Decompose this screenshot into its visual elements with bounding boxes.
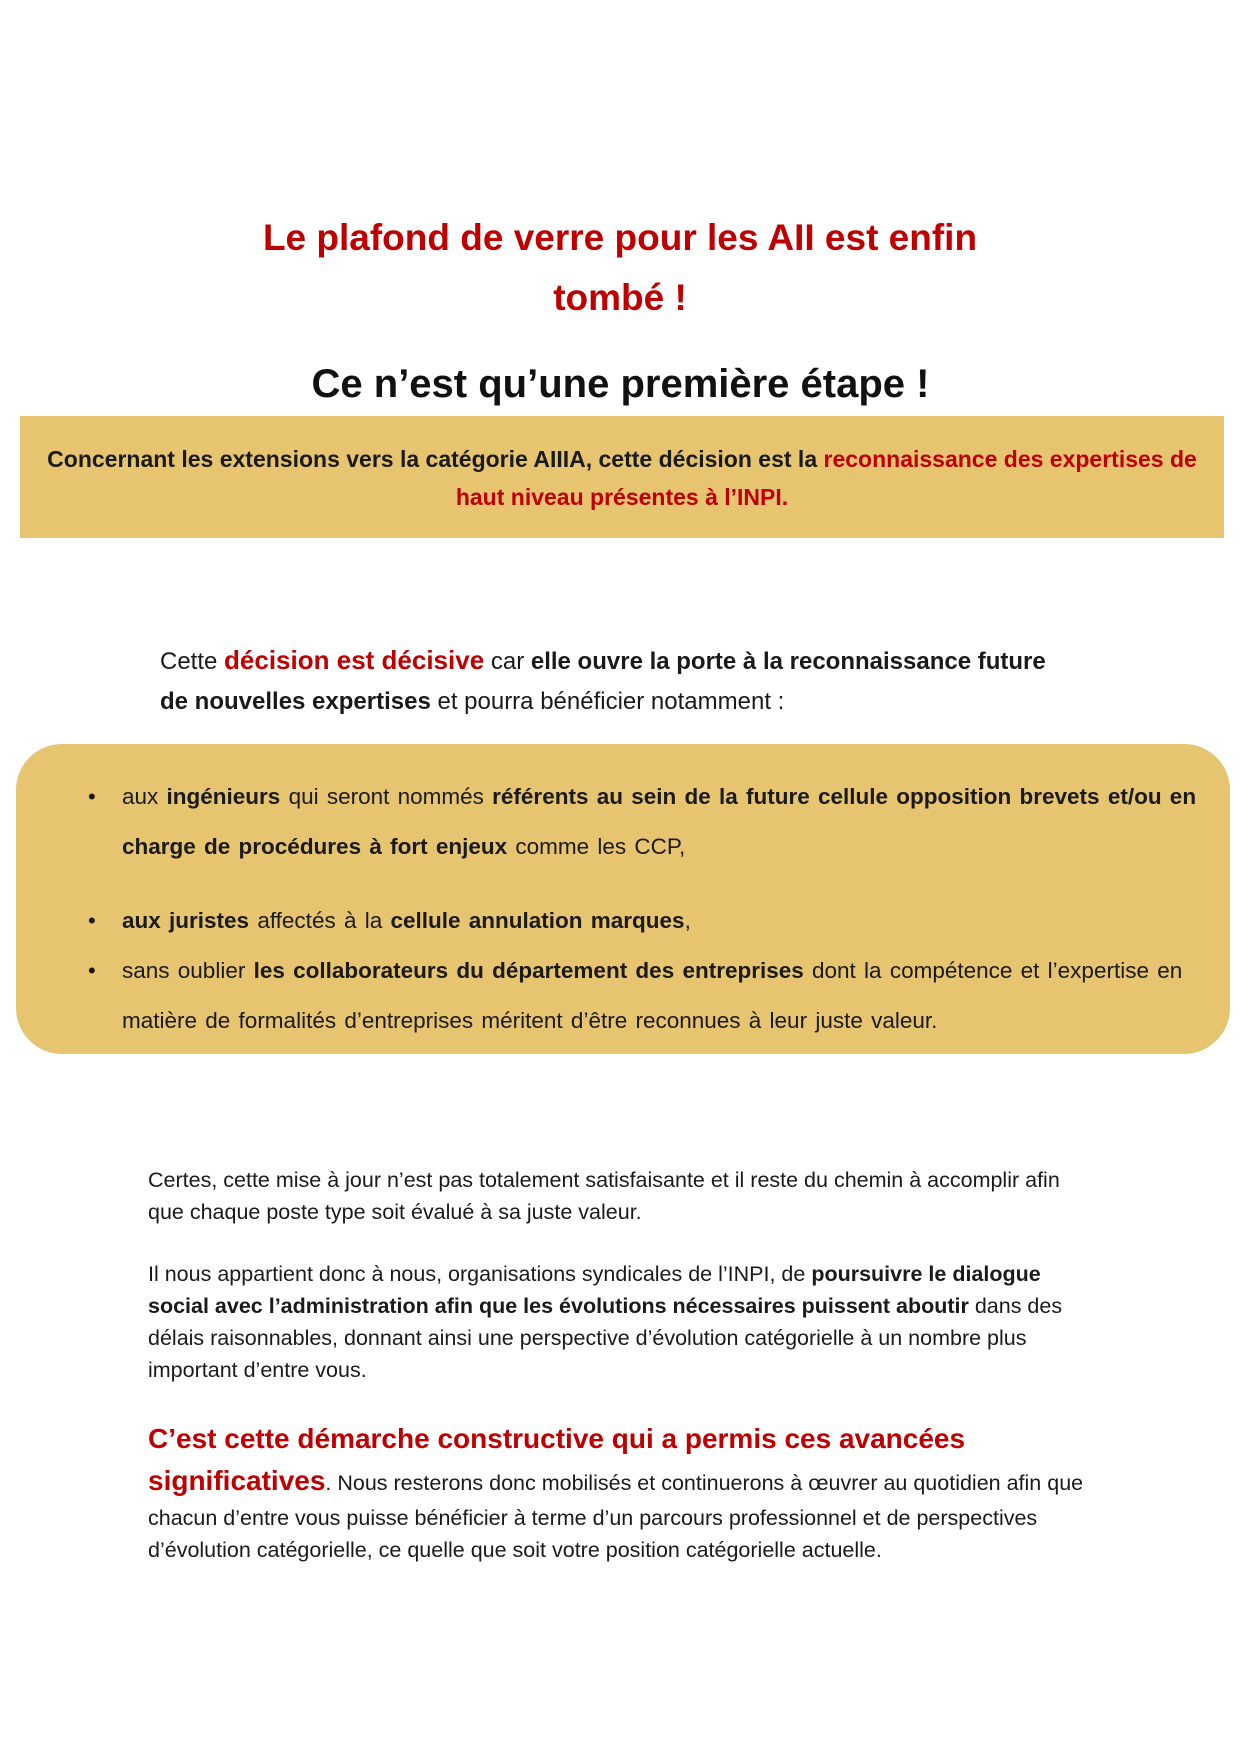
paragraph-certes: Certes, cette mise à jour n’est pas totalement satisfaisante et il reste du chemin à accomplir afin que chaque poste type soit évalué à sa juste valeur.	[148, 1168, 1060, 1224]
list-item-engineers	[88, 772, 1202, 872]
list-item-jurists	[88, 896, 1202, 946]
highlight-banner	[20, 416, 1224, 538]
intro-part-3: car	[484, 648, 531, 675]
p2-bold: poursuivre le dialogue social avec l’administration afin que les évolutions nécessaires puissent aboutir	[148, 1262, 1041, 1318]
item2-bold-jurists: aux juristes	[122, 908, 250, 933]
intro-paragraph	[160, 640, 1060, 722]
item2-text-2: affectés à la	[249, 908, 391, 933]
item1-text-1: aux	[122, 784, 167, 809]
beneficiaries-box	[16, 744, 1230, 1054]
bullet-marker: •	[88, 784, 96, 809]
banner-text	[20, 440, 1224, 516]
page-title	[190, 208, 1050, 328]
item1-bold-engineers: ingénieurs	[166, 784, 281, 809]
paragraph-dialogue	[148, 1258, 1098, 1386]
item1-text-3: qui seront nommés	[280, 784, 493, 809]
title-line-2: tombé !	[553, 277, 687, 318]
item3-text-3: dont la compétence et l’expertise en matière de formalités d’entreprises méritent d’être reconnues à leur juste valeur.	[122, 958, 1183, 1033]
paragraph-conclusion	[148, 1418, 1098, 1566]
intro-part-1: Cette	[160, 648, 225, 675]
p2-text-c: dans des délais raisonnables, donnant ainsi une perspective d’évolution catégorielle à un nombre plus important d’entre vous.	[148, 1294, 1063, 1382]
item1-bold-referents: référents au sein de la future cellule opposition brevets et/ou en charge de procédures à fort enjeux	[122, 784, 1197, 859]
p2-text-a: Il nous appartient donc à nous, organisations syndicales de l’INPI, de	[148, 1262, 812, 1286]
page-subtitle: Ce n’est qu’une première étape !	[311, 362, 930, 406]
intro-decision-highlight: décision est décisive	[224, 645, 485, 675]
item3-bold-collaborators: les collaborateurs du département des entreprises	[253, 958, 804, 983]
title-line-1: Le plafond de verre pour les AII est enfin	[262, 217, 978, 258]
list-item-collaborators	[88, 946, 1202, 1046]
item3-text-1: sans oublier	[122, 958, 254, 983]
item1-text-5: comme les CCP,	[507, 834, 686, 859]
intro-part-5: et pourra bénéficier notamment :	[430, 688, 785, 715]
bullet-marker: •	[88, 958, 96, 983]
bullet-marker: •	[88, 908, 96, 933]
p3-text-b: . Nous resterons donc mobilisés et continuerons à œuvrer au quotidien afin que chacun d’entre vous puisse bénéficier à terme d’un parcours professionnel et de perspectives d’évolution catégorielle, ce quelle que soit votre position catégorielle actuelle.	[148, 1471, 1084, 1562]
p3-red-highlight: C’est cette démarche constructive qui a permis ces avancées significatives	[148, 1423, 966, 1496]
banner-text-plain: Concernant les extensions vers la catégorie AIIIA, cette décision est la	[47, 446, 824, 472]
item2-text-4: ,	[684, 908, 691, 933]
intro-bold-statement: elle ouvre la porte à la reconnaissance future de nouvelles expertises	[160, 648, 1046, 715]
banner-text-red: reconnaissance des expertises de haut niveau présentes à l’INPI.	[455, 446, 1197, 510]
item2-bold-cellule: cellule annulation marques	[390, 908, 685, 933]
